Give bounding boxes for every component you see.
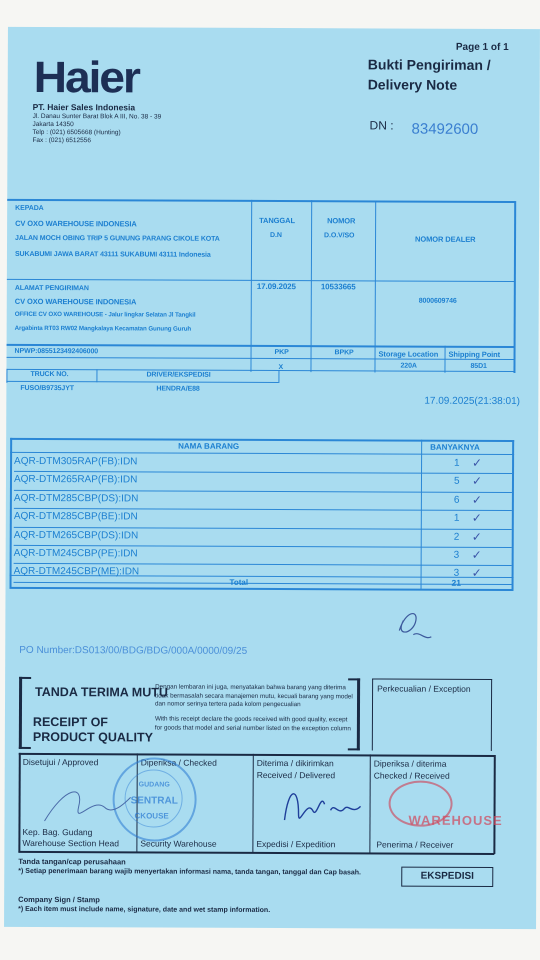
alamat-label: ALAMAT PENGIRIMAN xyxy=(14,284,89,293)
check-mark-icon: ✓ xyxy=(471,492,483,507)
items-table xyxy=(8,27,540,29)
footer-sign-id: Tanda tangan/cap perusahaan xyxy=(18,856,126,867)
item-row xyxy=(14,527,512,548)
tanggal-label: TANGGAL xyxy=(259,215,295,226)
item-row xyxy=(14,454,512,475)
receipt-quality-box xyxy=(8,27,540,29)
total-value: 21 xyxy=(451,577,462,588)
delivered-role: Expedisi / Expedition xyxy=(256,838,336,850)
haier-logo: Haier xyxy=(33,52,139,103)
check-mark-icon: ✓ xyxy=(471,474,483,489)
received-label-1: Diperiksa / diterima xyxy=(373,758,447,769)
item-row xyxy=(14,472,512,493)
item-name: AQR-DTM245CBP(ME):IDN xyxy=(13,566,140,578)
tanggal-value: 17.09.2025 xyxy=(256,281,296,292)
nomor-sublabel: D.O.V/SO xyxy=(324,232,355,240)
npwp: NPWP:0855123492406000 xyxy=(14,347,99,356)
bpkp-label: BPKP xyxy=(334,349,354,357)
delivered-label-1: Diterima / dikirimkan xyxy=(256,757,334,769)
alamat-line-3: Argabinta RT03 RW02 Mangkalaya Kecamatan Gunung Guruh xyxy=(14,324,192,333)
storage-value: 220A xyxy=(400,362,417,370)
checked-role: Security Warehouse xyxy=(140,838,217,849)
ekspedisi-label: EKSPEDISI xyxy=(420,870,474,882)
kepada-line-2: JALAN MOCH OBING TRIP 5 GUNUNG PARANG CIKOLE KOTA xyxy=(15,234,220,243)
item-name: AQR-DTM285CBP(BE):IDN xyxy=(13,511,138,523)
item-rows xyxy=(14,454,513,585)
nomor-label: NOMOR xyxy=(327,216,356,226)
exception-label: Perkecualian / Exception xyxy=(377,683,471,694)
company-name: PT. Haier Sales Indonesia xyxy=(32,101,136,113)
footer-note-id: *) Setiap penerimaan barang wajib menyertakan informasi nama, tanda tangan, tanggal dan Cap basah. xyxy=(18,867,361,877)
shipping-label: Shipping Point xyxy=(448,349,501,359)
stamp-text-1: GUDANG xyxy=(138,781,170,789)
item-qty: 5 xyxy=(453,476,460,488)
kepada-line-1: CV OXO WAREHOUSE INDONESIA xyxy=(15,218,137,229)
kepada-label: KEPADA xyxy=(15,204,44,213)
company-address-2: Jakarta 14350 xyxy=(32,120,74,129)
item-row xyxy=(14,564,512,585)
truck-value: FUSO/B9735JYT xyxy=(20,384,74,393)
item-row xyxy=(14,509,512,530)
dn-label: DN : xyxy=(369,118,394,133)
item-qty: 1 xyxy=(453,512,460,524)
storage-label: Storage Location xyxy=(378,349,439,359)
receipt-heading-en: RECEIPT OF PRODUCT QUALITY xyxy=(32,714,154,745)
pkp-value: X xyxy=(278,364,284,372)
receipt-text-en: With this receipt declare the goods received with good quality, except for goods that model and serial number listed on the exception column xyxy=(154,715,351,732)
delivery-note-sheet xyxy=(4,27,540,929)
driver-value: HENDRA/E88 xyxy=(156,385,200,393)
item-qty: 2 xyxy=(453,531,460,543)
kepada-line-3: SUKABUMI JAWA BARAT 43111 SUKABUMI 43111 Indonesia xyxy=(14,250,211,259)
received-role: Penerima / Receiver xyxy=(376,839,454,850)
alamat-line-2: OFFICE CV OXO WAREHOUSE - Jalur lingkar Selatan Jl Tangkil xyxy=(14,310,196,319)
company-phone: Telp : (021) 6505668 (Hunting) xyxy=(32,128,121,137)
pkp-label: PKP xyxy=(274,349,289,357)
approved-role-2: Warehouse Section Head xyxy=(22,837,119,849)
footer-note-en: *) Each item must include name, signature, date and wet stamp information. xyxy=(18,905,271,914)
check-mark-icon: ✓ xyxy=(471,566,482,581)
po-number: PO Number:DS013/00/BDG/BDG/000A/0000/09/25 xyxy=(19,644,248,657)
receipt-text-id: Dengan lembaran ini juga, menyatakan bahwa barang yang diterima tidak bermasalah secara manajemen mutu, kecuali barang yang model dan nomor serinya tertera pada kolom pengecualian xyxy=(154,683,353,709)
address-header-box xyxy=(8,27,540,29)
truck-label: TRUCK NO. xyxy=(30,370,69,379)
total-label: Total xyxy=(229,577,249,587)
item-name: AQR-DTM305RAP(FB):IDN xyxy=(14,455,138,468)
received-label-2: Checked / Received xyxy=(373,770,450,781)
item-name: AQR-DTM265RAP(FB):IDN xyxy=(13,474,138,486)
doc-title-line1: Bukti Pengiriman / xyxy=(367,56,491,73)
check-mark-icon: ✓ xyxy=(471,547,482,562)
check-mark-icon: ✓ xyxy=(471,511,482,526)
alamat-line-1: CV OXO WAREHOUSE INDONESIA xyxy=(14,296,137,307)
item-name: AQR-DTM285CBP(DS):IDN xyxy=(13,492,139,505)
item-qty: 3 xyxy=(453,568,460,580)
item-row xyxy=(14,491,512,512)
check-mark-icon: ✓ xyxy=(471,529,482,544)
dealer-label: NOMOR DEALER xyxy=(415,234,476,244)
shipping-value: 85D1 xyxy=(470,362,487,370)
handwritten-initials xyxy=(385,600,445,650)
receipt-heading-id: TANDA TERIMA MUTU xyxy=(35,684,168,700)
dealer-value: 8000609746 xyxy=(418,297,457,305)
item-name: AQR-DTM245CBP(PE):IDN xyxy=(13,547,138,560)
column-banyaknya: BANYAKNYA xyxy=(430,442,480,452)
stamp-text-3: CKOUSE xyxy=(134,811,169,821)
column-nama-barang: NAMA BARANG xyxy=(178,441,240,451)
item-qty: 1 xyxy=(454,457,460,469)
checked-label: Diperiksa / Checked xyxy=(140,757,217,768)
page-indicator: Page 1 of 1 xyxy=(455,41,509,54)
driver-label: DRIVER/EKSPEDISI xyxy=(146,371,211,379)
receiver-stamp-text: WAREHOUSE xyxy=(408,812,503,829)
print-timestamp: 17.09.2025(21:38:01) xyxy=(424,395,521,408)
item-row xyxy=(14,546,512,567)
item-name: AQR-DTM265CBP(DS):IDN xyxy=(13,529,139,541)
tanggal-sublabel: D.N xyxy=(270,231,282,240)
footer-sign-en: Company Sign / Stamp xyxy=(18,894,100,905)
delivery-signature xyxy=(272,780,367,835)
company-address-1: Jl. Danau Sunter Barat Blok A III, No. 38 - 39 xyxy=(32,112,162,121)
approved-role-1: Kep. Bag. Gudang xyxy=(22,826,93,838)
approved-signature xyxy=(34,777,134,832)
dn-number: 83492600 xyxy=(411,120,479,138)
check-mark-icon: ✓ xyxy=(472,455,483,470)
nomor-value: 10533665 xyxy=(320,282,356,292)
doc-title-line2: Delivery Note xyxy=(367,76,458,93)
item-qty: 3 xyxy=(453,549,460,561)
signature-grid xyxy=(8,27,540,29)
delivered-label-2: Received / Delivered xyxy=(256,769,336,781)
item-qty: 6 xyxy=(453,494,460,506)
company-fax: Fax : (021) 6512556 xyxy=(32,136,92,145)
stamp-text-2: SENTRAL xyxy=(130,795,178,807)
ekspedisi-box xyxy=(401,867,493,887)
approved-label: Disetujui / Approved xyxy=(22,756,99,768)
